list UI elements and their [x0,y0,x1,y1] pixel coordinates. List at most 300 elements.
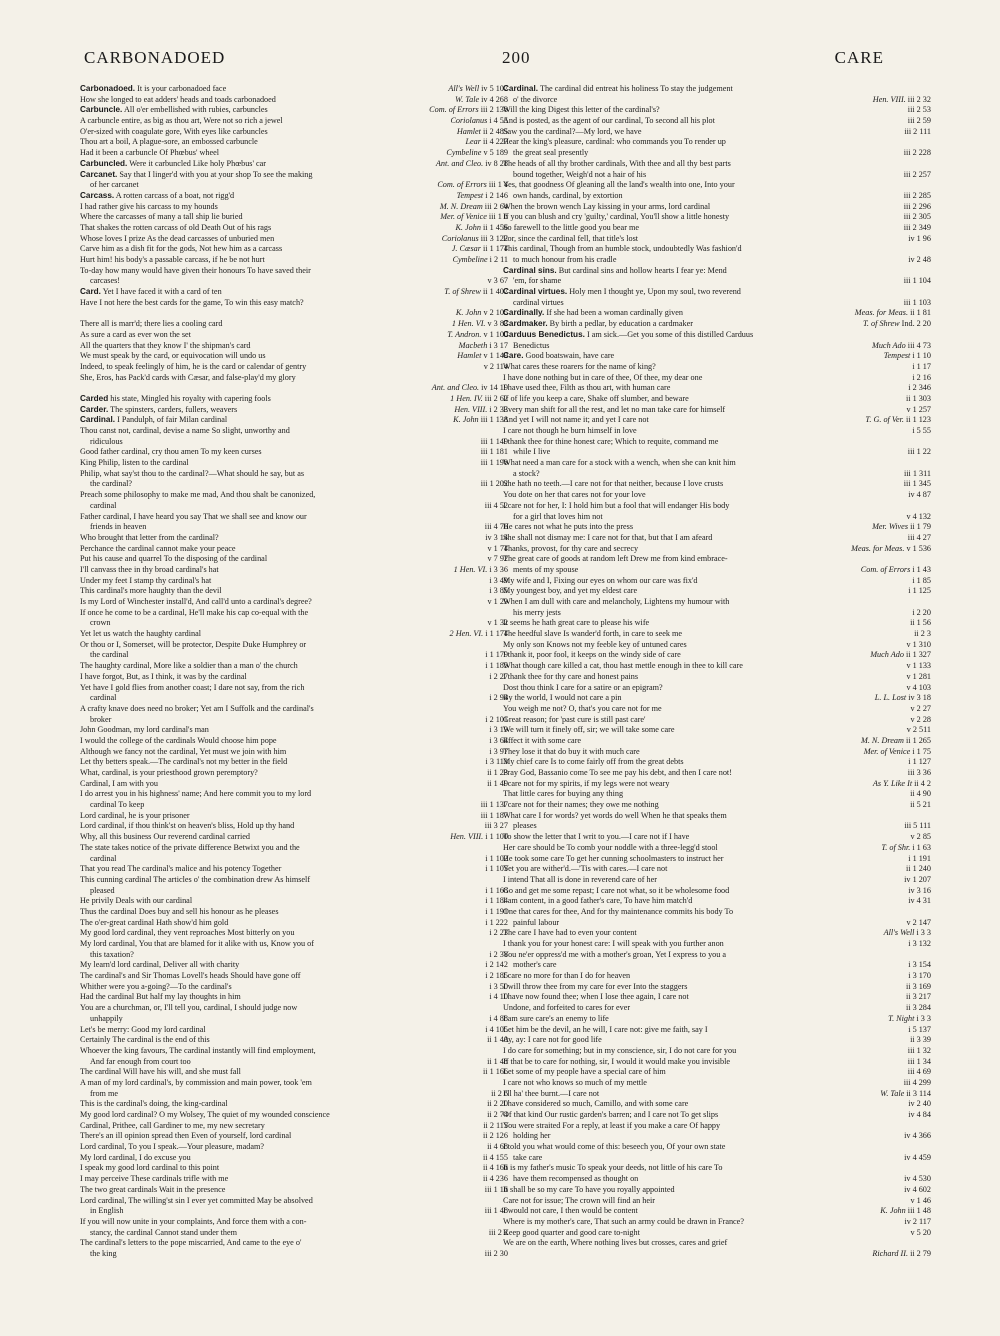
act-scene-line: i 3 97 [489,746,508,756]
quotation-text [80,896,508,907]
reference [454,127,508,138]
concordance-line [503,522,931,533]
quote: The state takes notice of the private difference Betwixt you and the [80,842,300,852]
act-scene-line: ii 2 6 [491,1088,508,1098]
act-scene-line: v 1 46 [910,1195,931,1205]
concordance-line [503,341,931,352]
quotation-text [503,234,931,245]
act-scene-line: iii 1 6 [488,212,508,222]
quote: Or thou or I, Somerset, will be protector, Despite Duke Humphrey or [80,639,307,649]
concordance-line [503,244,931,255]
concordance-line [80,341,508,352]
quotation-text [80,789,508,800]
play-title: 1 Hen. IV. [450,393,483,403]
concordance-line [80,650,508,661]
quote: One that cares for thee, And for thy maintenance commits his body To [503,906,734,916]
act-scene-line: i 3 49 [489,575,508,585]
quote: That you read The cardinal's malice and his potency Together [80,864,282,874]
quote: Every man shift for all the rest, and let no man take care for himself [503,404,726,414]
quote: For, since the cardinal fell, that title's lost [503,233,639,243]
play-title: W. Tale [455,94,480,104]
concordance-line [80,95,508,106]
quote: cardinal [90,693,117,703]
quote: cardinal [90,500,117,510]
act-scene-line: ii 1 303 [905,393,931,403]
concordance-line [80,1014,508,1025]
quotation-text [503,244,931,255]
quotation-text [80,447,508,458]
act-scene-line: i 1 179 [485,650,508,660]
quote: My good lord cardinal, they vent reproaches Most bitterly on you [80,928,295,938]
play-title: Hen. VIII. [872,94,906,104]
quotation-text [503,886,931,897]
concordance-line [80,757,508,768]
quote: If she had been a woman cardinally given [546,308,683,318]
quote: I thank you for your honest care: I will speak with you further anon [503,939,724,948]
reference [907,618,931,629]
quotation-text [503,864,931,875]
quotation-text [80,405,508,416]
concordance-line [80,715,508,726]
reference [903,405,931,416]
quote: Indeed, to speak feelingly of him, he is the card or calendar of gentry [80,361,307,371]
play-title: Hen. VIII. [454,404,488,414]
quotation-text [80,565,508,576]
quotation-text [503,715,931,726]
quote: You dote on her that cares not for your love [503,490,646,500]
quotation-text [513,95,931,106]
reference [901,127,931,138]
concordance-line [80,362,508,373]
reference [901,875,931,886]
quote: It is your carbonadoed face [137,84,227,93]
play-title: Macbeth [458,340,488,350]
quotation-text [503,458,931,469]
quotation-text [90,1206,508,1217]
concordance-line [80,426,508,437]
act-scene-line: ii 2 126 [482,1131,508,1141]
concordance-line [503,1003,931,1014]
quotation-text [503,1142,931,1153]
concordance-line [80,159,508,170]
play-title: All's Well [448,84,480,93]
concordance-line [503,683,931,694]
act-scene-line: i 1 63 [912,842,931,852]
act-scene-line: iii 1 202 [480,479,508,489]
act-scene-line: v 1 257 [906,404,931,414]
reference [905,234,931,245]
act-scene-line: v 1 32 [487,618,508,628]
concordance-line [503,554,931,565]
concordance-line [503,1174,931,1185]
reference [449,244,508,255]
play-title: Com. of Errors [860,564,911,574]
quotation-text [90,501,508,512]
reference [848,544,931,555]
concordance-line [503,1121,931,1132]
quote: What though care killed a cat, thou hast mettle enough in thee to kill care [503,661,743,671]
act-scene-line: iii 2 53 [907,105,931,115]
concordance-line [503,896,931,907]
concordance-line [503,266,931,277]
act-scene-line: i 1 100 [485,832,508,842]
play-title: Mer. of Venice [440,212,487,222]
reference [901,1078,931,1089]
quotation-text [80,821,508,832]
concordance-line [503,490,931,501]
concordance-line [503,565,931,576]
act-scene-line: iii 2 349 [903,222,931,232]
concordance-line [503,373,931,384]
reference [905,383,931,394]
quotation-text [80,843,508,854]
act-scene-line: iii 2 59 [907,116,931,126]
quote: Who brought that letter from the cardinal? [80,532,219,542]
act-scene-line: v 5 20 [910,1227,931,1237]
act-scene-line: i 1 105 [485,864,508,874]
quote: his state, Mingled his royalty with capering fools [110,393,271,403]
act-scene-line: v 1 149 [483,351,508,361]
concordance-line [80,971,508,982]
act-scene-line: iv 1 96 [908,233,931,243]
act-scene-line: i 2 101 [485,714,508,724]
reference [901,1185,931,1196]
quote: mother's care [513,960,557,970]
act-scene-line: iii 1 4 [488,180,508,190]
quotation-text [80,971,508,982]
act-scene-line: i 3 19 [489,725,508,735]
quote: I am sure care's an enemy to life [503,1013,609,1023]
quote: Pray God, Bassanio come To see me pay his debt, and then I care not! [503,768,732,777]
act-scene-line: iii 1 34 [907,1056,931,1066]
quote: He privily Deals with our cardinal [80,896,193,906]
concordance-line [503,1153,931,1164]
concordance-line [503,276,931,287]
play-title: Mer. Wives [872,522,909,532]
act-scene-line: iii 2 32 [907,94,931,104]
quote: Lord cardinal, The willing'st sin I ever yet committed May be absolved [80,1195,313,1205]
act-scene-line: ii 3 217 [905,992,931,1002]
play-title: Com. of Errors [437,180,487,190]
quotation-text [80,811,508,822]
quote: Yes, that goodness Of gleaning all the land's wealth into one, Into your [503,180,735,190]
act-scene-line: i 1 185 [485,661,508,671]
act-scene-line: v 2 147 [906,917,931,927]
act-scene-line: v 2 85 [910,832,931,842]
quote: Hurt him! his body's a passable carcass, if he be not hurt [80,255,265,264]
quotation-text [80,191,508,202]
reference [861,747,931,758]
quote: Go and get me some repast; I care not what, so it be wholesome food [503,885,730,895]
quotation-text [503,1057,931,1068]
concordance-line [80,1078,508,1089]
quote: All o'er embellished with rubies, carbuncles [123,105,268,115]
act-scene-line: i 2 23 [489,928,508,938]
concordance-line [503,405,931,416]
quotation-text [90,1057,508,1068]
reference [903,864,931,875]
concordance-line [80,864,508,875]
reference [908,1228,931,1239]
concordance-line [503,394,931,405]
reference [443,148,508,159]
page-number: 200 [502,48,531,67]
act-scene-line: ii 1 456 [482,222,508,232]
quote: Keep good quarter and good care to-night [503,1227,640,1237]
act-scene-line: v 5 189 [483,148,508,158]
act-scene-line: ii 1 265 [905,735,931,745]
quotation-text [80,394,508,405]
quotation-text [80,576,508,587]
concordance-line [503,618,931,629]
concordance-line [503,586,931,597]
reference [905,1025,931,1036]
concordance-line [503,661,931,672]
concordance-line [80,1110,508,1121]
concordance-line [80,415,508,426]
concordance-line [80,992,508,1003]
quotation-text [90,618,508,629]
act-scene-line: ii 4 155 [482,1152,508,1162]
reference [852,308,931,319]
quotation-text [503,394,931,405]
concordance-line [80,1057,508,1068]
quote: And yet I will not name it; and yet I care not [503,415,649,425]
act-scene-line: v 2 105 [483,308,508,318]
quotation-text [503,693,931,704]
reference [872,693,931,704]
concordance-line [80,180,508,191]
act-scene-line: iii 4 299 [903,1077,931,1087]
quotation-text [503,800,931,811]
reference [447,832,508,843]
reference [877,1089,931,1100]
concordance-line [80,373,508,384]
act-scene-line: i 2 16 [912,372,931,382]
act-scene-line: iii 2 305 [903,212,931,222]
act-scene-line: iv 4 602 [904,1184,931,1194]
quotation-text [503,789,931,800]
act-scene-line: iii 4 73 [907,340,931,350]
quote: Undone, and forfeited to cares for ever [503,1003,631,1013]
act-scene-line: iii 4 52 [484,500,508,510]
quote: It seems he hath great care to please his wife [503,618,650,628]
quotation-text [80,757,508,768]
concordance-line [80,351,508,362]
concordance-line [503,821,931,832]
quotation-text [80,469,508,480]
quote: the great seal presently [513,148,589,158]
reference [908,704,931,715]
concordance-line [80,1163,508,1174]
quote: She, Eros, has Pack'd cards with Cæsar, and false-play'd my glory [80,372,296,382]
quote: Have I not here the best cards for the game, To win this easy match? [80,297,304,307]
act-scene-line: ii 1 174 [482,244,508,254]
quotation-text [503,928,931,939]
reference [447,116,508,127]
quote: Yet you are wither'd.—'Tis with cares.—I care not [503,864,668,874]
concordance-line [503,918,931,929]
act-scene-line: ii 1 123 [905,415,931,425]
concordance-line [503,501,931,512]
concordance-line [503,960,931,971]
quotation-text [503,939,931,950]
quotation-text [90,1014,508,1025]
quote: It is my father's music To speak your deeds, not little of his care To [503,1163,723,1173]
quote: I thank it, poor fool, it keeps on the windy side of care [503,650,681,660]
concordance-line [503,1142,931,1153]
act-scene-line: ii 1 166 [482,1067,508,1077]
act-scene-line: i 3 170 [908,971,931,981]
concordance-line [80,907,508,918]
quotation-text [503,212,931,223]
quotation-text [503,105,931,116]
concordance-line [80,565,508,576]
quotation-text [80,1131,508,1142]
reference [451,565,508,576]
concordance-line [503,725,931,736]
quote: for a girl that loves him not [513,511,603,521]
concordance-line [80,137,508,148]
concordance-line [80,886,508,897]
act-scene-line: iv 4 84 [908,1110,931,1119]
quotation-text [80,84,508,95]
quote: Thou art a boil, A plague-sore, an embossed carbuncle [80,137,258,147]
reference [901,191,931,202]
quote: I Pandulph, of fair Milan cardinal [117,415,228,425]
quotation-text [80,672,508,683]
quote: Whoever the king favours, The cardinal instantly will find employment, [80,1045,316,1055]
concordance-line [503,533,931,544]
quotation-text [513,1153,931,1164]
concordance-line [80,832,508,843]
act-scene-line: i 1 125 [908,586,931,596]
quote: Cardinal, I am with you [80,778,158,788]
quotation-text [503,479,931,490]
concordance-line [503,789,931,800]
reference [901,170,931,181]
quote: Lord cardinal, if thou think'st on heaven's bliss, Hold up thy hand [80,821,295,831]
concordance-line [80,1206,508,1217]
quotation-text [503,287,931,298]
quotation-text [90,715,508,726]
quote: I'll canvass thee in thy broad cardinal's hat [80,564,219,574]
concordance-line [503,447,931,458]
concordance-line [503,928,931,939]
quote: The heedful slave Is wander'd forth, in care to seek me [503,629,683,639]
concordance-line [80,843,508,854]
quotation-text [503,405,931,416]
quotation-text [80,1046,508,1057]
play-title: Richard II. [872,1248,909,1258]
act-scene-line: iv 2 48 [908,255,931,264]
act-scene-line: i 3 113 [485,757,508,767]
act-scene-line: i 3 36 [489,564,508,574]
act-scene-line: i 3 85 [489,586,508,596]
act-scene-line: v 4 103 [906,682,931,692]
act-scene-line: iii 2 111 [904,126,931,136]
quote: Good father cardinal, cry thou amen To my keen curses [80,447,262,457]
quote: We are on the earth, Where nothing lives but crosses, cares and grief [503,1238,728,1248]
act-scene-line: ii 3 39 [910,1035,931,1045]
act-scene-line: ii 1 79 [910,522,931,532]
quote: O'er-sized with coagulate gore, With eyes like carbuncles [80,126,268,136]
reference [869,522,931,533]
concordance-line [80,447,508,458]
concordance-line [80,950,508,961]
quotation-text [503,351,931,362]
concordance-line [503,907,931,918]
quotation-text [503,1121,931,1132]
concordance-line [503,672,931,683]
concordance-line [503,1249,931,1260]
quotation-text [90,522,508,533]
concordance-line [503,1163,931,1174]
reference [903,512,931,523]
reference [905,886,931,897]
quote: If you will now unite in your complaints, And force them with a con- [80,1216,307,1226]
quote: The o'er-great cardinal Hath show'd him gold [80,917,229,927]
quote: Let's be merry: Good my lord cardinal [80,1024,206,1034]
quotation-text [503,1089,931,1100]
quotation-text [503,362,931,373]
concordance-line [80,394,508,405]
quote: this taxation? [90,949,134,959]
quotation-text [80,907,508,918]
concordance-line [503,1035,931,1046]
quotation-text [503,202,931,213]
quotation-text [503,971,931,982]
concordance-line [503,971,931,982]
quote: A carbuncle entire, as big as thou art, Were not so rich a jewel [80,116,283,126]
reference [903,918,931,929]
quote: Yet I have faced it with a card of ten [102,287,222,297]
quote: So farewell to the little good you bear me [503,222,639,232]
concordance-line [80,672,508,683]
act-scene-line: i 2 346 [908,383,931,393]
reference [437,212,508,223]
quotation-text [503,522,931,533]
reference [858,565,931,576]
reference [867,650,931,661]
concordance-line [80,736,508,747]
quote: I care not though he burn himself in love [503,426,637,435]
quotation-text [503,1014,931,1025]
concordance-line [503,608,931,619]
quotation-text [80,982,508,993]
quote: stancy, the cardinal Cannot stand under them [90,1227,238,1237]
act-scene-line: v 1 536 [906,543,931,553]
quote: Her care should be To comb your noddle with a three-legg'd stool [503,842,718,852]
quotation-text [80,223,508,234]
act-scene-line: iii 1 187 [480,810,508,820]
quote: I do care for something; but in my conscience, sir, I do not care for you [503,1045,737,1055]
act-scene-line: ii 4 68 [487,1142,508,1152]
quote: I care not for their names; they owe me nothing [503,800,659,810]
quotation-text [513,298,931,309]
reference [903,683,931,694]
quote: Carve him as a dish fit for the gods, Not hew him as a carcass [80,244,283,254]
quotation-text [80,960,508,971]
concordance-line [503,212,931,223]
act-scene-line: iii 2 228 [903,148,931,158]
concordance-line [80,811,508,822]
quotation-text [503,84,931,95]
quotation-text [503,490,931,501]
play-title: K. John [455,308,482,318]
play-title: All's Well [883,928,915,938]
act-scene-line: iii 1 16 [484,1184,508,1194]
